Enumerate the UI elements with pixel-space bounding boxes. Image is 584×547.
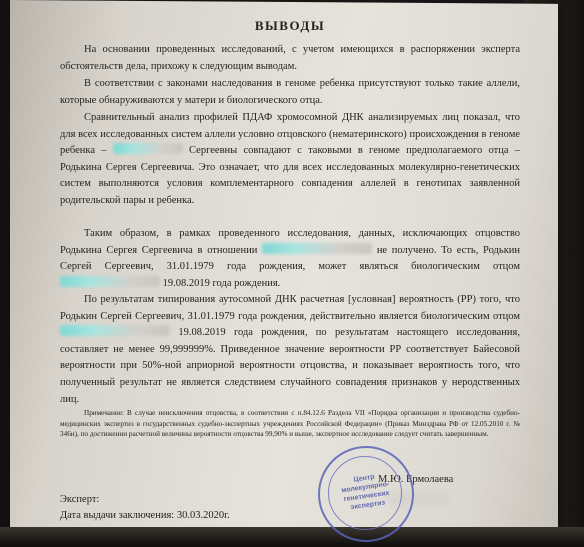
- expert-label: Эксперт:: [60, 494, 100, 505]
- redacted-name: [262, 243, 372, 254]
- footnote: Примечание: В случае неисключения отцовства, в соответствии с п.84.12.6 Раздела VII «Порядка организации и производства судебно-медицинских экспертиз в государственных судебно-экспертных учреждениях Российской Федерации» (Приказ Минздрава РФ от 12.05.2010 г. № 346н), по достижении расчетной величины вероятности отцовства 99,90% и выше, экспертное исследование следует считать завершенным.: [60, 409, 520, 438]
- document-title: ВЫВОДЫ: [254, 18, 326, 33]
- paragraph-conclusion: Таким образом, в рамках проведенного исследования, данных, исключающих отцовство Родькина Сергея Сергеевича в отношении не получено. То есть, Родькин Сергей Сергеевич, 31.01.1979 года рождения, может являться биологическим отцом 19.08.2019 года рождения.: [60, 228, 521, 289]
- official-seal-stamp: Центр молекулярно-генетических экспертиз: [318, 446, 414, 542]
- paragraph-probability: По результатам типирования аутосомной ДНК расчетная [условная] вероятность (РР) того, что Родькин Сергей Сергеевич, 31.01.1979 года рождения, действительно является биологическим отцом 19.08.2019 года рождения, по результатам настоящего исследования, составляет не менее 99,999999%. Приведенное значение вероятности РР соответствует Байесовой вероятности при 50%-ной априорной вероятности отцовства, и показывает вероятность того, что полученный результат не является следствием случайного совпадения признаков у неродственных лиц.: [60, 294, 520, 405]
- background-bottom: [0, 527, 584, 547]
- redacted-name: [113, 143, 183, 154]
- paragraph-analysis: Сравнительный анализ профилей ПДАФ хромосомной ДНК анализируемых лиц показал, что для всех исследованных систем аллели условно отцовского (нематеринского) происхождения в геноме ребенка – Сергеевны совпадают с таковыми в геноме предполагаемого отца – Родькина Сергея Сергеевича. Это означает, что для всех исследованных молекулярно-генетических систем выполняются условия комплементарного совпадения аллелей в генотипах заявленной родительской пары и ребенка.: [60, 112, 521, 206]
- paragraph-inheritance: В соответствии с законами наследования в геноме ребенка присутствуют только такие аллели, которые обнаруживаются у матери и биологического отца.: [60, 78, 520, 106]
- paragraph-intro: На основании проведенных исследований, с учетом имеющихся в распоряжении эксперта обстоятельств дела, прихожу к следующим выводам.: [60, 44, 520, 72]
- redacted-name: [60, 325, 170, 336]
- issue-date: Дата выдачи заключения: 30.03.2020г.: [60, 510, 230, 521]
- redacted-name: [60, 276, 160, 287]
- signer-name: М.Ю. Ермолаева: [378, 474, 454, 485]
